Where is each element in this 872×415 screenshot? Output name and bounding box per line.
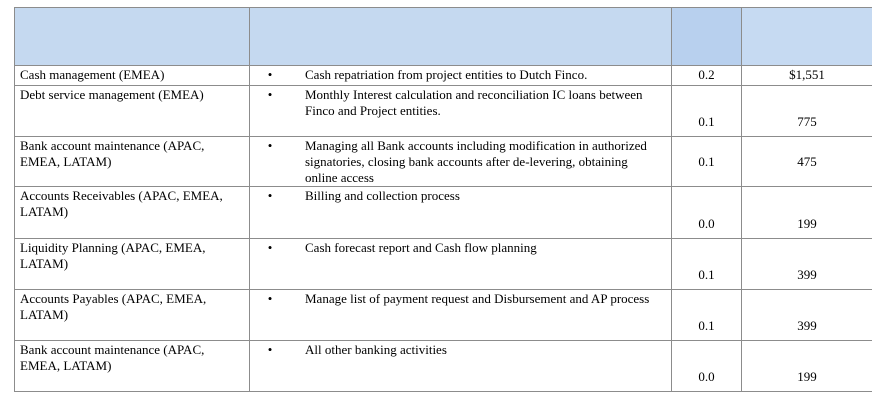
bullet-icon: • xyxy=(267,342,273,357)
table-row xyxy=(15,239,872,290)
task-cell: Accounts Receivables (APAC, EMEA, LATAM) xyxy=(15,187,250,239)
header-cell-task xyxy=(15,8,250,66)
bullet-icon: • xyxy=(267,240,273,255)
cost-cell: 399 xyxy=(742,239,872,290)
fte-cell: 0.2 xyxy=(672,66,742,86)
table-row xyxy=(15,86,872,137)
fte-cell: 0.1 xyxy=(672,290,742,341)
table-row xyxy=(15,187,872,239)
detail-cell xyxy=(250,66,672,86)
detail-text: Manage list of payment request and Disbursement and AP process xyxy=(305,291,650,306)
cost-cell: 199 xyxy=(742,187,872,239)
task-cell: Debt service management (EMEA) xyxy=(15,86,250,137)
cost-cell: 775 xyxy=(742,86,872,137)
task-cell: Accounts Payables (APAC, EMEA, LATAM) xyxy=(15,290,250,341)
fte-cell: 0.1 xyxy=(672,86,742,137)
detail-text: Billing and collection process xyxy=(305,188,460,203)
task-cell: Liquidity Planning (APAC, EMEA, LATAM) xyxy=(15,239,250,290)
header-cell-fte xyxy=(672,8,742,66)
task-cell: Bank account maintenance (APAC, EMEA, LATAM) xyxy=(15,341,250,392)
bullet-icon: • xyxy=(267,67,273,82)
table-row xyxy=(15,137,872,187)
bullet-icon: • xyxy=(267,188,273,203)
task-cell: Cash management (EMEA) xyxy=(15,66,250,86)
cost-cell: 399 xyxy=(742,290,872,341)
detail-cell xyxy=(250,290,672,341)
detail-text: Managing all Bank accounts including modification in authorized signatories, closing bank accounts after de-levering, obtaining online access xyxy=(305,138,647,185)
bullet-icon: • xyxy=(267,138,273,153)
detail-cell xyxy=(250,86,672,137)
header-cell-detail xyxy=(250,8,672,66)
detail-text: Cash forecast report and Cash flow planning xyxy=(305,240,537,255)
bullet-icon: • xyxy=(267,87,273,102)
detail-cell xyxy=(250,187,672,239)
table-row xyxy=(15,290,872,341)
fte-cell: 0.1 xyxy=(672,137,742,187)
detail-cell xyxy=(250,137,672,187)
cost-cell: $1,551 xyxy=(742,66,872,86)
fte-cell: 0.0 xyxy=(672,187,742,239)
header-row xyxy=(15,8,872,66)
detail-cell xyxy=(250,239,672,290)
cost-cell: 475 xyxy=(742,137,872,187)
fte-cell: 0.0 xyxy=(672,341,742,392)
table-row xyxy=(15,66,872,86)
detail-text: Cash repatriation from project entities to Dutch Finco. xyxy=(305,67,588,82)
table-row xyxy=(15,341,872,392)
detail-text: Monthly Interest calculation and reconciliation IC loans between Finco and Project entities. xyxy=(305,87,643,118)
detail-cell xyxy=(250,341,672,392)
cost-cell: 199 xyxy=(742,341,872,392)
bullet-icon: • xyxy=(267,291,273,306)
detail-text: All other banking activities xyxy=(305,342,447,357)
header-cell-cost xyxy=(742,8,872,66)
cost-allocation-table xyxy=(14,7,872,392)
task-cell: Bank account maintenance (APAC, EMEA, LATAM) xyxy=(15,137,250,187)
fte-cell: 0.1 xyxy=(672,239,742,290)
